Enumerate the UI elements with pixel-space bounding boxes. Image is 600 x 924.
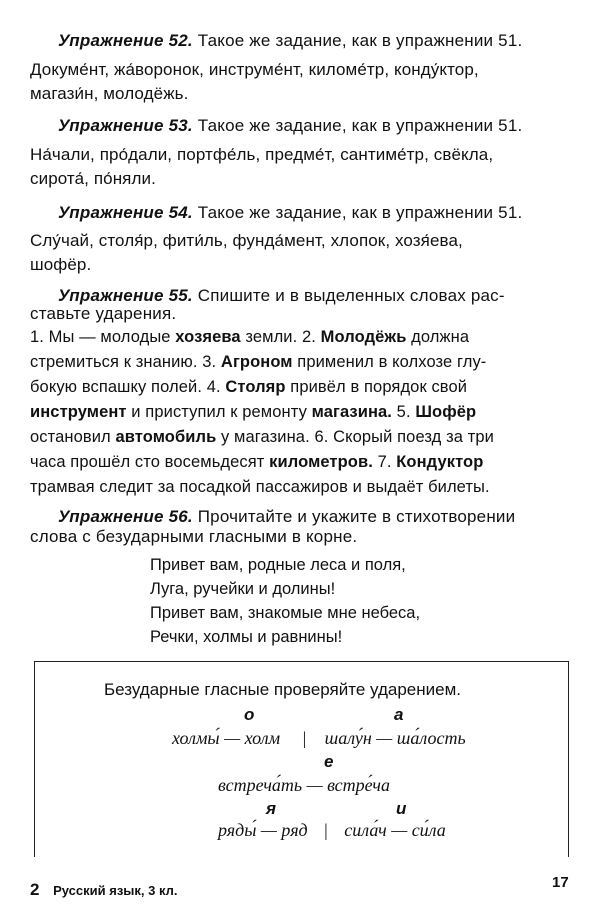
- exercise-55-line: [30, 475, 570, 500]
- exercise-52-title: Упражнение 52.: [58, 31, 193, 50]
- exercise-55-line: [30, 375, 570, 400]
- exercise-53-line: На́чали, про́дали, портфе́ль, предме́т, сантиме́тр, свёкла,: [30, 145, 494, 164]
- rule-vowel-letter: а: [394, 705, 404, 724]
- exercise-54-task: Такое же задание, как в упражнении 51.: [197, 203, 523, 222]
- sentence-text: бокую вспашку полей. 4.: [30, 378, 226, 396]
- rule-vowel-letter: о: [244, 705, 255, 724]
- highlighted-word: Шофёр: [415, 403, 477, 421]
- sentence-text: стремиться к знанию. 3.: [30, 353, 221, 371]
- rule-example-holm: холмы́ — холм: [172, 728, 281, 748]
- highlighted-word: километров.: [269, 453, 373, 471]
- book-title: Русский язык, 3 кл.: [53, 883, 178, 898]
- exercise-55-body: [30, 325, 570, 500]
- rule-example-row-1: [172, 728, 466, 749]
- rule-example-sila: сила́ч — си́ла: [344, 820, 446, 840]
- exercise-55-line: [30, 400, 570, 425]
- page-footer: [30, 880, 178, 900]
- highlighted-word: Агроном: [220, 353, 293, 371]
- exercise-52-line: Докуме́нт, жа́воронок, инструме́нт, киломе́тр, конду́ктор,: [30, 60, 479, 79]
- rule-vowel-letter: я: [266, 799, 277, 818]
- highlighted-word: Кондуктор: [396, 453, 484, 471]
- exercise-56-title: Упражнение 56.: [58, 507, 193, 526]
- highlighted-word: автомобиль: [115, 428, 217, 446]
- sentence-text: часа прошёл сто восемьдесят: [30, 453, 270, 471]
- exercise-54-heading: [58, 202, 568, 224]
- exercise-53-task: Такое же задание, как в упражнении 51.: [197, 116, 523, 135]
- exercise-52-task: Такое же задание, как в упражнении 51.: [197, 31, 523, 50]
- highlighted-word: Молодёжь: [320, 328, 407, 346]
- exercise-56-task-cont: [30, 526, 540, 548]
- sentence-text: 5.: [392, 403, 416, 421]
- exercise-55-task-line2: ставьте ударения.: [30, 304, 177, 323]
- exercise-55-line: [30, 425, 570, 450]
- sentence-text: земли. 2.: [240, 328, 321, 346]
- exercise-53-body: [30, 143, 570, 191]
- page-number: 17: [552, 874, 569, 891]
- rule-example-ryad: ряды́ — ряд: [218, 820, 308, 840]
- exercise-55-line: [30, 450, 570, 475]
- signature-number: 2: [30, 880, 40, 899]
- exercise-56-poem: [150, 553, 420, 649]
- sentence-text: и приступил к ремонту: [126, 403, 312, 421]
- exercise-55-task-cont: [30, 303, 540, 325]
- exercise-55-title: Упражнение 55.: [58, 286, 193, 305]
- exercise-52-line: магази́н, молодёжь.: [30, 84, 189, 103]
- poem-line: Привет вам, родные леса и поля,: [150, 556, 406, 574]
- rule-example-row-2: [218, 775, 390, 796]
- highlighted-word: хозяева: [175, 328, 241, 346]
- rule-vowel-letter: и: [396, 799, 407, 818]
- exercise-56-task: Прочитайте и укажите в стихотворении: [197, 507, 516, 526]
- exercise-54-title: Упражнение 54.: [58, 203, 193, 222]
- sentence-text: 7.: [372, 453, 397, 471]
- exercise-54-line: шофёр.: [30, 255, 92, 274]
- exercise-55-task: Спишите и в выделенных словах рас-: [197, 286, 505, 305]
- sentence-text: привёл в порядок свой: [285, 378, 468, 396]
- rule-separator: |: [324, 820, 328, 840]
- highlighted-word: инструмент: [30, 403, 127, 421]
- exercise-52-heading: [58, 30, 568, 52]
- rule-example-shalun: шалу́н — ша́лость: [324, 728, 466, 748]
- exercise-53-title: Упражнение 53.: [58, 116, 193, 135]
- rule-vowel-letter: е: [324, 752, 334, 771]
- exercise-55-line: [30, 325, 570, 350]
- rule-example-vstrecha: встреча́ть — встре́ча: [218, 775, 391, 795]
- exercise-55-line: [30, 350, 570, 375]
- rule-example-row-3: [218, 820, 446, 841]
- sentence-text: остановил: [30, 428, 116, 446]
- poem-line: Луга, ручейки и долины!: [150, 580, 336, 598]
- sentence-text: применил в колхозе глу-: [292, 353, 487, 371]
- exercise-54-line: Слу́чай, столя́р, фити́ль, фунда́мент, хлопок, хозя́ева,: [30, 231, 463, 250]
- rule-title: Безударные гласные проверяйте ударением.: [104, 680, 461, 699]
- exercise-53-line: сирота́, по́няли.: [30, 169, 156, 188]
- rule-separator: |: [302, 728, 307, 748]
- exercise-52-body: [30, 58, 570, 106]
- sentence-text: должна: [406, 328, 470, 346]
- exercise-53-heading: [58, 115, 568, 137]
- sentence-text: у магазина. 6. Скорый поезд за три: [216, 428, 494, 446]
- highlighted-word: магазина.: [311, 403, 392, 421]
- highlighted-word: Столяр: [225, 378, 286, 396]
- poem-line: Речки, холмы и равнины!: [150, 628, 343, 646]
- sentence-text: 1. Мы — молодые: [30, 328, 176, 346]
- exercise-54-body: [30, 229, 570, 277]
- exercise-56-heading: [58, 506, 568, 528]
- poem-line: Привет вам, знакомые мне небеса,: [150, 604, 421, 622]
- sentence-text: трамвая следит за посадкой пассажиров и выдаёт билеты.: [30, 478, 490, 496]
- exercise-56-task-line2: слова с безударными гласными в корне.: [30, 527, 358, 546]
